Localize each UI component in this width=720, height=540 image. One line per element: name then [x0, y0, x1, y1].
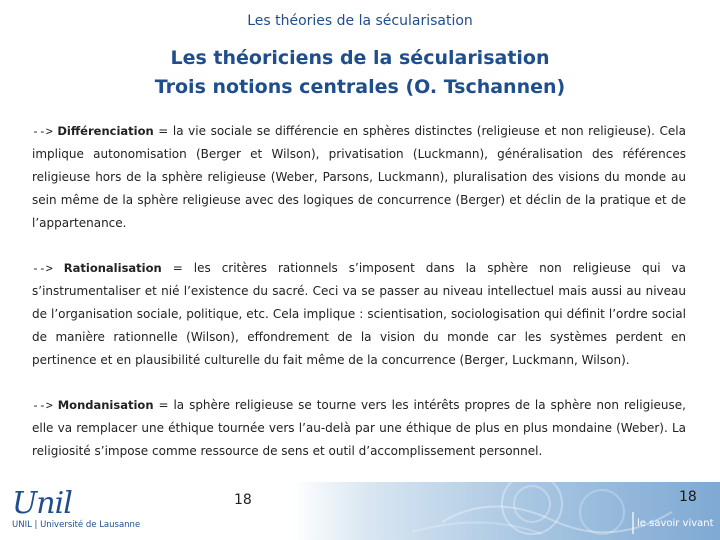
term-mondanisation: Mondanisation	[57, 398, 154, 412]
paragraph-text: = les critères rationnels s’imposent dans la sphère non religieuse qui va s’instrumentaliser et nié l’existence du sacré. Ceci va se passer au niveau intellectuel mais aussi au niveau de l’organisation sociale, politique, etc. Cela implique : scientisation, sociologisation qui définit l’ordre social de manière rationnelle (Wilson), effondrement de la vision du monde car les systèmes perdent en pertinence et en plausibilité culturelle du fait même de la concurrence (Berger, Luckmann, Wilson).	[32, 261, 686, 367]
term-differenciation: Différenciation	[57, 124, 154, 138]
slide-body	[32, 120, 686, 485]
slide-title-line-1: Les théoriciens de la sécularisation	[170, 47, 550, 69]
paragraph-rationalisation	[32, 257, 686, 372]
arrow-marker: -->	[32, 398, 53, 412]
unil-motto: le savoir vivant	[637, 518, 714, 529]
slide-header-title: Les théories de la sécularisation	[247, 13, 473, 29]
paragraph-text: = la sphère religieuse se tourne vers les intérêts propres de la sphère non religieuse, elle va remplacer une éthique tournée vers l’au-delà par une éthique de plus en plus mondaine (Weber). La religiosité s’impose comme ressource de sens et outil d’accomplissement personnel.	[32, 398, 686, 458]
term-rationalisation: Rationalisation	[63, 261, 162, 275]
banner-decoration-icon	[292, 482, 720, 540]
page-number-right: 18	[679, 489, 697, 505]
paragraph-text: = la vie sociale se différencie en sphères distinctes (religieuse et non religieuse). Cela implique autonomisation (Berger et Wilson), privatisation (Luckmann), généralisation des références religieuse hors de la sphère religieuse (Weber, Parsons, Luckmann), pluralisation des visions du monde au sein même de la sphère religieuse avec des logiques de concurrence (Berger) et déclin de la pratique et de l’appartenance.	[32, 124, 686, 230]
paragraph-differenciation	[32, 120, 686, 235]
unil-logo: Unil	[12, 486, 72, 521]
footer-banner	[292, 482, 720, 540]
arrow-marker: -->	[32, 124, 53, 138]
paragraph-mondanisation	[32, 394, 686, 463]
page-number-left: 18	[234, 492, 252, 508]
arrow-marker: -->	[32, 261, 53, 275]
unil-logo-caption: UNIL | Université de Lausanne	[12, 520, 141, 530]
slide-title-line-2: Trois notions centrales (O. Tschannen)	[154, 76, 566, 98]
slide-title	[0, 44, 720, 102]
